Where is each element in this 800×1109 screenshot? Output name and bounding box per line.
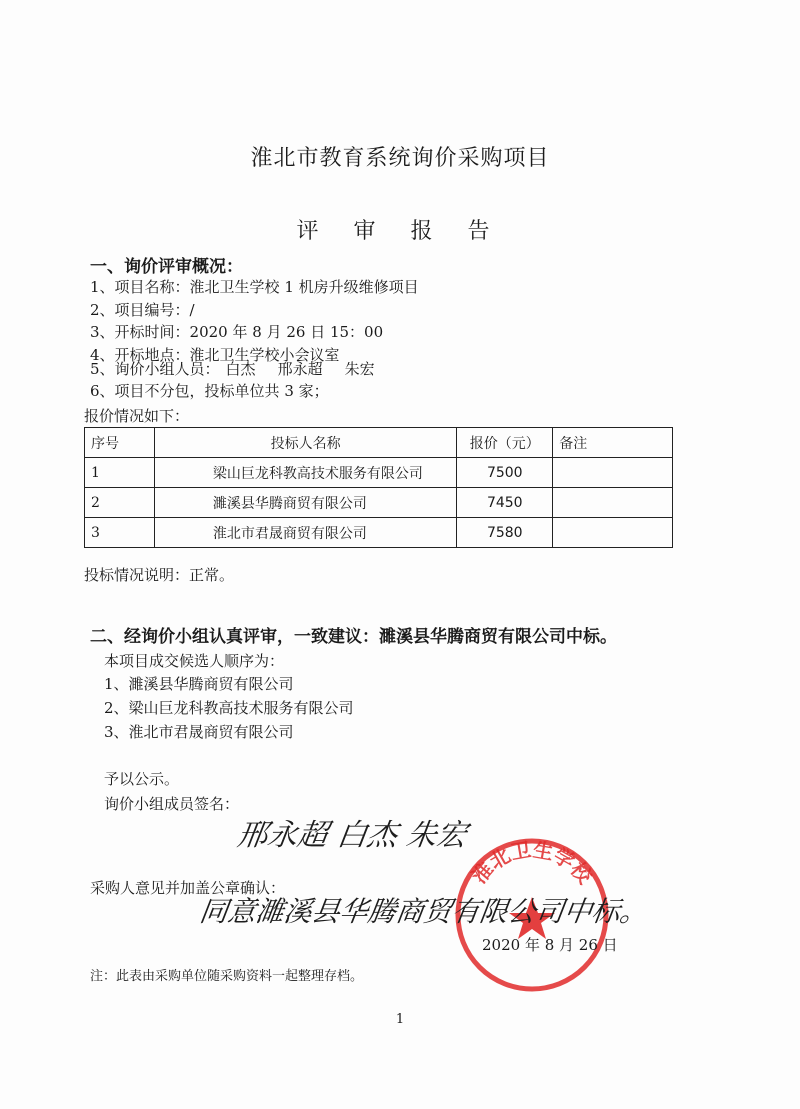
opening-place-line: 4、开标地点：淮北卫生学校小会议室	[90, 346, 340, 364]
members-label: 5、询价小组人员：	[90, 360, 220, 378]
opening-time-line: 3、开标时间：2020 年 8 月 26 日 15：00	[90, 323, 384, 341]
row-no: 1	[85, 458, 155, 488]
approval-date: 2020 年 8 月 26 日	[482, 936, 618, 954]
row-price: 7500	[457, 458, 553, 488]
row-no: 2	[85, 488, 155, 518]
header-name: 投标人名称	[154, 428, 456, 458]
project-number-line: 2、项目编号：/	[90, 301, 195, 319]
seal-text: 淮北卫生学校	[466, 837, 598, 889]
bid-note: 投标情况说明：正常。	[84, 566, 235, 584]
table-row	[85, 458, 673, 488]
order-item: 3、淮北市君晟商贸有限公司	[104, 723, 294, 741]
row-note	[553, 488, 673, 518]
members-line	[90, 358, 397, 379]
section2-heading: 二、经询价小组认真评审，一致建议：濉溪县华腾商贸有限公司中标。	[90, 627, 617, 647]
order-item: 1、濉溪县华腾商贸有限公司	[104, 675, 294, 693]
member-signatures: 邢永超 白杰 朱宏	[235, 818, 470, 853]
row-note	[553, 518, 673, 548]
header-no: 序号	[85, 428, 155, 458]
page-number: 1	[395, 1012, 405, 1027]
row-price: 7580	[457, 518, 553, 548]
row-no: 3	[85, 518, 155, 548]
sign-label: 询价小组成员签名：	[104, 795, 240, 813]
purchaser-label: 采购人意见并加盖公章确认：	[90, 879, 286, 897]
row-note	[553, 458, 673, 488]
row-name: 濉溪县华腾商贸有限公司	[154, 488, 456, 518]
lot-info-line: 6、项目不分包，投标单位共 3 家；	[90, 382, 329, 400]
svg-text:淮北卫生学校	[467, 837, 598, 889]
document-subtitle: 评 审 报 告	[296, 219, 504, 244]
table-row	[85, 518, 673, 548]
bid-intro: 报价情况如下：	[84, 407, 190, 425]
member-name: 白杰	[225, 360, 256, 378]
bid-table	[84, 427, 673, 548]
publicize-text: 予以公示。	[104, 770, 180, 788]
bid-table-header	[85, 428, 673, 458]
row-name: 淮北市君晟商贸有限公司	[154, 518, 456, 548]
row-price: 7450	[457, 488, 553, 518]
header-price: 报价（元）	[457, 428, 553, 458]
section1-heading: 一、询价评审概况：	[90, 257, 243, 277]
purchaser-opinion: 同意濉溪县华腾商贸有限公司中标。	[197, 895, 651, 928]
row-name: 梁山巨龙科教高技术服务有限公司	[154, 458, 456, 488]
order-item: 2、梁山巨龙科教高技术服务有限公司	[104, 699, 354, 717]
project-name-line: 1、项目名称：淮北卫生学校 1 机房升级维修项目	[90, 278, 419, 296]
table-row	[85, 488, 673, 518]
document-title: 淮北市教育系统询价采购项目	[250, 146, 550, 171]
footnote: 注：此表由采购单位随采购资料一起整理存档。	[90, 969, 364, 984]
member-name: 邢永超	[277, 360, 323, 378]
order-intro: 本项目成交候选人顺序为：	[104, 652, 285, 670]
member-name: 朱宏	[344, 360, 375, 378]
header-note: 备注	[553, 428, 673, 458]
